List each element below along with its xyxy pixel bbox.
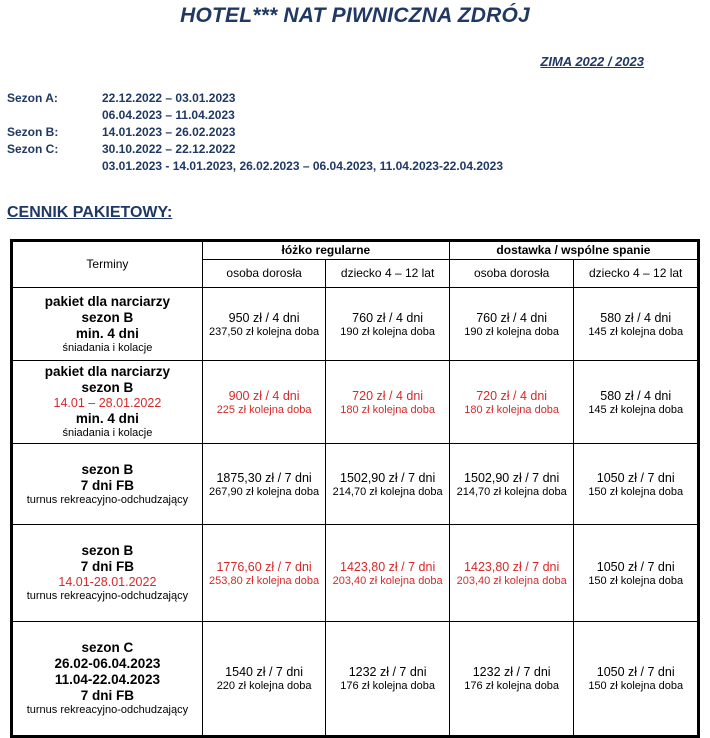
price-main: 580 zł / 4 dni [600, 388, 672, 403]
term-line: pakiet dla narciarzy [44, 293, 171, 309]
price-main: 1232 zł / 7 dni [472, 665, 551, 679]
price-cell [202, 525, 326, 622]
sub-header-child: dziecko 4 – 12 lat [574, 260, 699, 288]
price-main: 720 zł / 4 dni [476, 388, 548, 403]
price-cell [574, 288, 699, 361]
price-cell [326, 444, 450, 525]
table-row [12, 525, 699, 622]
season-label: ZIMA 2022 / 2023 [540, 54, 644, 69]
price-detail: 180 zł kolejna doba [464, 403, 560, 416]
term-note: turnus rekreacyjno-odchudzający [26, 590, 189, 602]
price-main: 1540 zł / 7 dni [225, 665, 304, 679]
term-promo-dates: 14.01 – 28.01.2022 [53, 396, 162, 410]
price-main: 760 zł / 4 dni [476, 310, 548, 325]
season-a-range-2: 06.04.2023 – 11.04.2023 [102, 108, 235, 122]
price-main: 1502,90 zł / 7 dni [464, 470, 560, 485]
sub-header-adult: osoba dorosła [202, 260, 326, 288]
season-c-range-2: 03.01.2023 - 14.01.2023, 26.02.2023 – 06.04.2023, 11.04.2023-22.04.2023 [102, 159, 504, 173]
price-main: 1232 zł / 7 dni [348, 665, 427, 679]
sub-header-child: dziecko 4 – 12 lat [326, 260, 450, 288]
price-cell [326, 361, 450, 444]
price-cell [326, 288, 450, 361]
price-detail: 150 zł kolejna doba [588, 574, 684, 587]
table-row [12, 444, 699, 525]
price-detail: 180 zł kolejna doba [340, 403, 436, 416]
term-note: śniadania i kolacje [62, 341, 153, 354]
price-main: 1776,60 zł / 7 dni [216, 559, 312, 574]
table-row [12, 622, 699, 737]
term-line: pakiet dla narciarzy [44, 364, 171, 379]
price-main: 760 zł / 4 dni [352, 310, 424, 325]
term-line: 26.02-06.04.2023 [54, 656, 161, 671]
season-b-range: 14.01.2023 – 26.02.2023 [102, 125, 236, 139]
price-cell [326, 525, 450, 622]
price-detail: 190 zł kolejna doba [464, 325, 560, 338]
term-line: sezon B [81, 309, 134, 325]
price-main: 1050 zł / 7 dni [596, 559, 675, 574]
price-main: 950 zł / 4 dni [228, 310, 300, 325]
price-detail: 203,40 zł kolejna doba [332, 574, 443, 587]
price-cell [449, 525, 574, 622]
price-cell [574, 622, 699, 737]
term-cell [12, 444, 203, 525]
price-cell [574, 444, 699, 525]
price-detail: 150 zł kolejna doba [588, 680, 684, 692]
price-detail: 237,50 zł kolejna doba [209, 325, 320, 338]
term-cell [12, 525, 203, 622]
term-note: turnus rekreacyjno-odchudzający [26, 493, 189, 506]
term-cell [12, 622, 203, 737]
price-main: 1875,30 zł / 7 dni [216, 470, 312, 485]
price-table [10, 239, 700, 738]
term-line: sezon B [81, 543, 134, 558]
term-line: min. 4 dni [75, 325, 139, 341]
term-note: turnus rekreacyjno-odchudzający [26, 704, 189, 716]
sub-header-adult: osoba dorosła [449, 260, 574, 288]
season-c-label: Sezon C: [7, 142, 59, 156]
term-cell [12, 288, 203, 361]
group-header-extra-bed: dostawka / wspólne spanie [449, 241, 698, 260]
price-cell [449, 288, 574, 361]
price-detail: 190 zł kolejna doba [340, 325, 436, 338]
price-main: 720 zł / 4 dni [352, 388, 424, 403]
price-cell [574, 525, 699, 622]
price-cell [202, 288, 326, 361]
price-main: 1050 zł / 7 dni [596, 470, 675, 485]
price-detail: 150 zł kolejna doba [588, 485, 684, 498]
price-detail: 214,70 zł kolejna doba [456, 485, 567, 498]
price-cell [449, 444, 574, 525]
season-b-label: Sezon B: [7, 125, 59, 139]
terms-header: Terminy [12, 241, 203, 288]
term-note: śniadania i kolacje [62, 427, 153, 439]
price-cell [202, 622, 326, 737]
price-detail: 145 zł kolejna doba [588, 403, 684, 416]
document-title: HOTEL*** NAT PIWNICZNA ZDRÓJ [180, 4, 530, 27]
price-detail: 214,70 zł kolejna doba [332, 485, 443, 498]
price-main: 1423,80 zł / 7 dni [464, 559, 560, 574]
price-cell [574, 361, 699, 444]
price-detail: 176 zł kolejna doba [340, 680, 436, 692]
table-row [12, 288, 699, 361]
term-line: 7 dni FB [80, 688, 135, 703]
price-detail: 145 zł kolejna doba [588, 325, 684, 338]
term-line: 11.04-22.04.2023 [54, 672, 160, 687]
term-line: min. 4 dni [75, 411, 139, 426]
price-detail: 220 zł kolejna doba [216, 680, 312, 692]
term-line: sezon B [81, 461, 134, 477]
season-c-range-1: 30.10.2022 – 22.12.2022 [102, 142, 236, 156]
season-a-range-1: 22.12.2022 – 03.01.2023 [102, 91, 236, 105]
price-cell [449, 361, 574, 444]
price-cell [449, 622, 574, 737]
term-promo-dates: 14.01-28.01.2022 [58, 575, 157, 589]
price-detail: 253,80 zł kolejna doba [209, 574, 320, 587]
price-cell [202, 361, 326, 444]
term-line: 7 dni FB [80, 477, 135, 493]
price-detail: 176 zł kolejna doba [464, 680, 560, 692]
price-main: 1423,80 zł / 7 dni [340, 559, 436, 574]
price-cell [326, 622, 450, 737]
term-line: sezon B [81, 380, 134, 395]
price-main: 580 zł / 4 dni [600, 310, 672, 325]
price-detail: 267,90 zł kolejna doba [209, 485, 320, 498]
term-cell [12, 361, 203, 444]
group-header-regular-bed: łóżko regularne [202, 241, 449, 260]
season-a-label: Sezon A: [7, 91, 58, 105]
section-title: CENNIK PAKIETOWY: [7, 204, 173, 221]
price-detail: 225 zł kolejna doba [216, 403, 312, 416]
price-detail: 203,40 zł kolejna doba [456, 574, 567, 587]
price-cell [202, 444, 326, 525]
price-main: 900 zł / 4 dni [228, 388, 300, 403]
term-line: sezon C [81, 640, 134, 655]
price-main: 1050 zł / 7 dni [596, 665, 675, 679]
table-row [12, 361, 699, 444]
term-line: 7 dni FB [80, 559, 135, 574]
price-main: 1502,90 zł / 7 dni [340, 470, 436, 485]
